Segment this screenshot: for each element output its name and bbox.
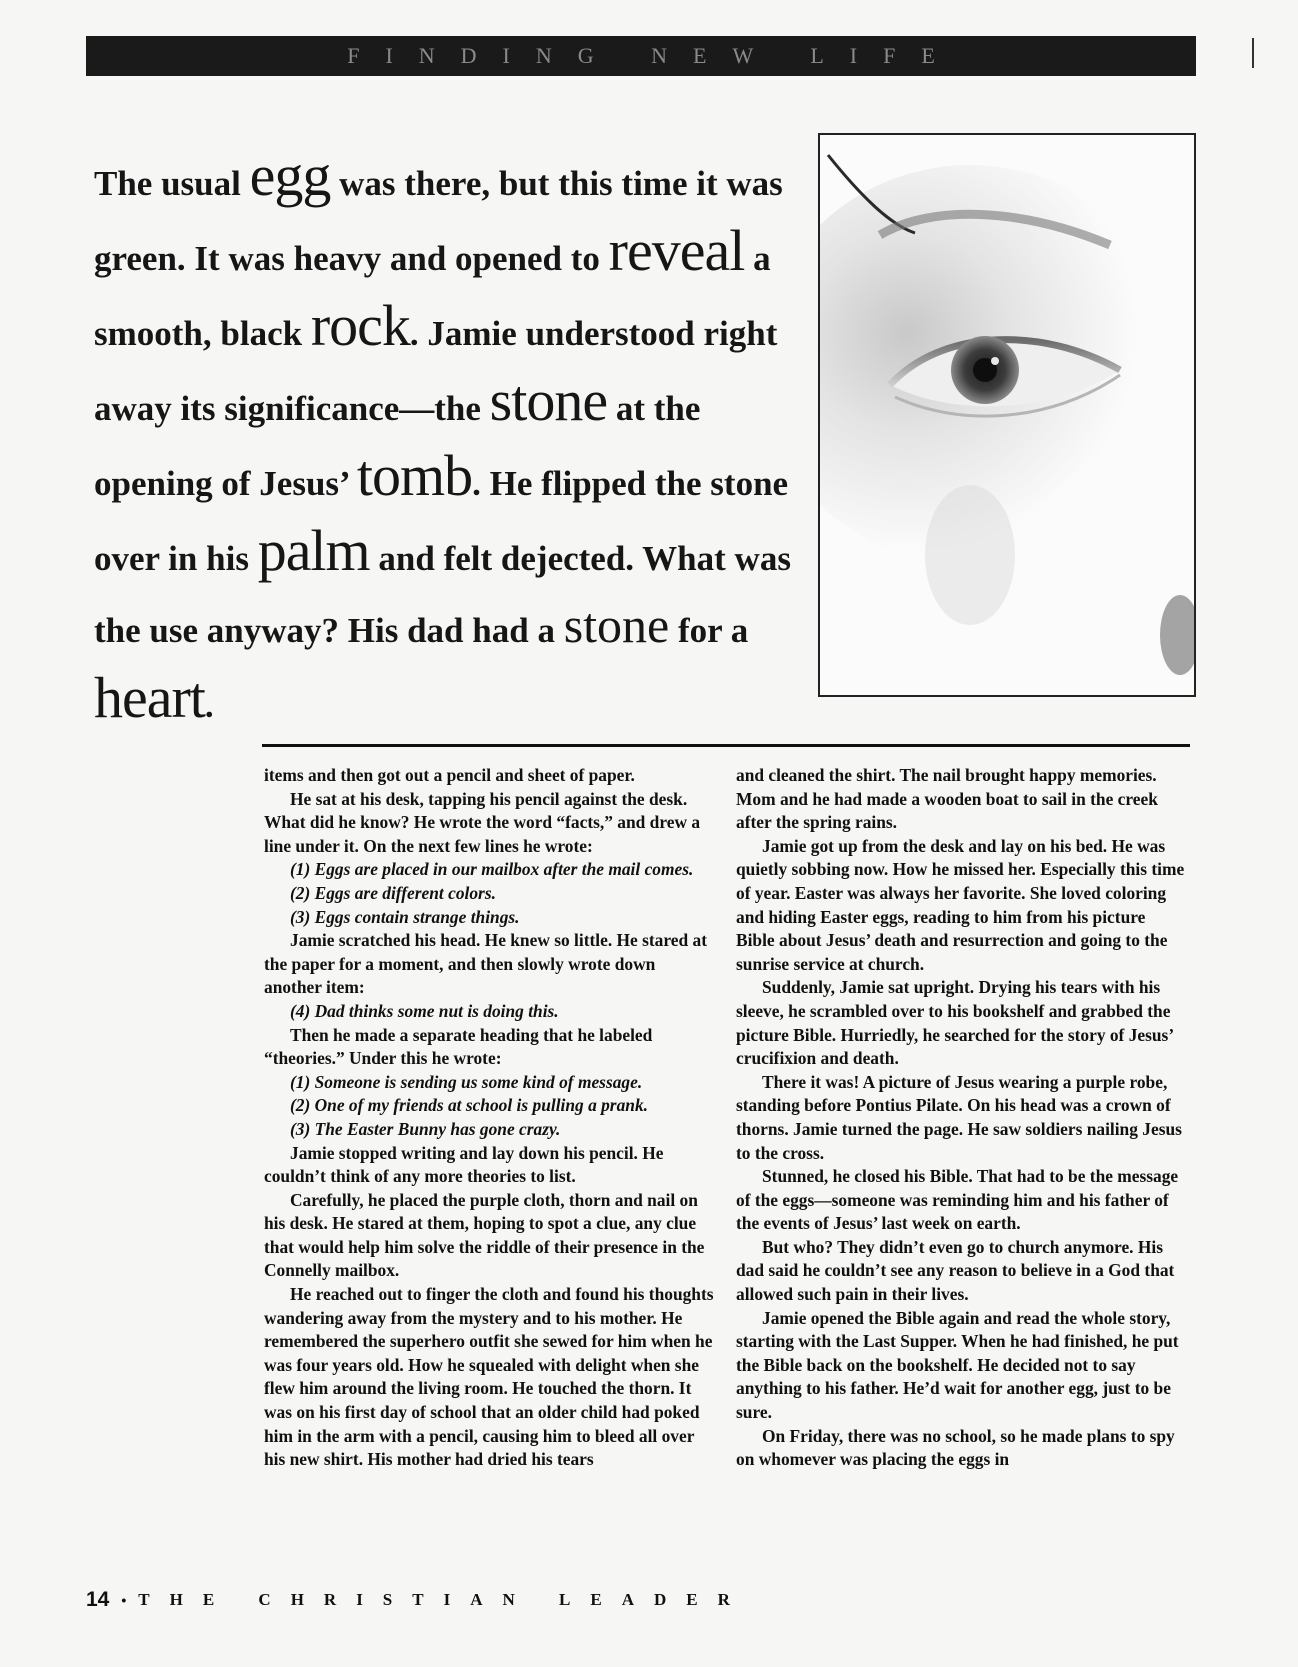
pq-emphasis-word: heart [94, 665, 205, 730]
pq-text: for a [669, 611, 749, 650]
paragraph: Jamie opened the Bible again and read the whole story, starting with the Last Supper. When he had finished, he put the Bible back on the bookshelf. He decided not to say anything to his father. He’d wait for another egg, just to be sure. [736, 1307, 1179, 1423]
column-divider-rule [262, 744, 1190, 747]
paragraph: Jamie scratched his head. He knew so little. He stared at the paper for a moment, and then slowly wrote down another item: [264, 930, 708, 998]
pq-text: and felt dejected. What was the use anyway? His dad had a [94, 539, 791, 650]
section-header-bar [86, 36, 1196, 76]
pq-emphasis-word: palm [257, 518, 370, 583]
list-item: (1) Someone is sending us some kind of message. [290, 1071, 643, 1092]
page-edge-mark [1252, 38, 1254, 68]
eye-photo-illustration [820, 135, 1194, 695]
page-number: 14 [86, 1588, 110, 1611]
pq-text: a smooth, black [94, 239, 771, 353]
paragraph: and cleaned the shirt. The nail brought happy memories. Mom and he had made a wooden boat to sail in the creek after the spring rains. [736, 765, 1158, 833]
pq-text: was there, but this time it was green. It was heavy and opened to [94, 164, 783, 278]
paragraph: Jamie stopped writing and lay down his pencil. He couldn’t think of any more theories to list. [264, 1142, 664, 1187]
list-item: (1) Eggs are placed in our mailbox after the mail comes. [290, 859, 694, 880]
paragraph: But who? They didn’t even go to church anymore. His dad said he couldn’t see any reason to believe in a God that allowed such pain in their lives. [736, 1236, 1175, 1305]
list-item: (3) The Easter Bunny has gone crazy. [290, 1118, 561, 1139]
list-item: (4) Dad thinks some nut is doing this. [290, 1000, 559, 1021]
eye-photo [818, 133, 1196, 697]
pq-text: at the opening of Jesus’ [94, 389, 701, 503]
pq-text: . He flipped the stone over in his [94, 464, 789, 578]
paragraph: items and then got out a pencil and sheet of paper. [264, 765, 635, 785]
pq-emphasis-word: rock [310, 293, 410, 358]
pq-emphasis-word: reveal [608, 218, 745, 283]
paragraph: He sat at his desk, tapping his pencil against the desk. What did he know? He wrote the word “facts,” and drew a line under it. On the next few lines he wrote: [264, 788, 701, 856]
publication-name: THE CHRISTIAN LEADER [138, 1590, 750, 1609]
pq-emphasis-word: stone [563, 597, 670, 653]
article-column-right [736, 764, 1188, 1472]
pq-emphasis-word: tomb [356, 443, 473, 508]
pq-text: The usual [94, 164, 250, 203]
paragraph: Carefully, he placed the purple cloth, thorn and nail on his desk. He stared at them, hoping to spot a clue, any clue that would help him solve the riddle of their presence in the Connelly mailbox. [264, 1189, 705, 1281]
pq-text: . Jamie understood right away its significance—the [94, 314, 778, 428]
paragraph: He reached out to finger the cloth and found his thoughts wandering away from the mystery and to his mother. He remembered the superhero outfit she sewed for him when he was four years old. How he squealed with delight when she flew him around the living room. He touched the thorn. It was on his first day of school that an older child had poked him in the arm with a pencil, causing him to bleed all over his new shirt. His mother had dried his tears [264, 1284, 714, 1470]
paragraph: There it was! A picture of Jesus wearing a purple robe, standing before Pontius Pilate. On his head was a crown of thorns. Jamie turned the page. He saw soldiers nailing Jesus to the cross. [736, 1071, 1182, 1163]
list-item: (2) One of my friends at school is pulling a prank. [290, 1095, 648, 1116]
article-column-left [264, 764, 716, 1472]
paragraph: Jamie got up from the desk and lay on his bed. He was quietly sobbing now. How he missed her. Especially this time of year. Easter was always her favorite. She loved coloring and hiding Easter eggs, reading to him from his picture Bible about Jesus’ death and resurrection and going to the sunrise service at church. [736, 835, 1185, 974]
pq-emphasis-word: stone [489, 368, 608, 433]
section-title: FINDING NEW LIFE [347, 43, 961, 68]
paragraph: Stunned, he closed his Bible. That had to be the message of the eggs—someone was reminding him and his father of the events of Jesus’ last week on earth. [736, 1166, 1179, 1234]
list-item: (2) Eggs are different colors. [290, 882, 496, 903]
pq-emphasis-word: egg [249, 143, 331, 208]
pull-quote [94, 142, 804, 739]
bullet-separator: • [121, 1592, 127, 1608]
list-item: (3) Eggs contain strange things. [290, 906, 520, 927]
paragraph: Suddenly, Jamie sat upright. Drying his tears with his sleeve, he scrambled over to his bookshelf and grabbed the picture Bible. Hurriedly, he searched for the story of Jesus’ crucifixion and death. [736, 977, 1173, 1069]
pq-text: . [204, 686, 214, 725]
paragraph: Then he made a separate heading that he labeled “theories.” Under this he wrote: [264, 1024, 653, 1069]
page-footer [86, 1588, 750, 1612]
paragraph: On Friday, there was no school, so he made plans to spy on whomever was placing the eggs in [736, 1425, 1175, 1470]
